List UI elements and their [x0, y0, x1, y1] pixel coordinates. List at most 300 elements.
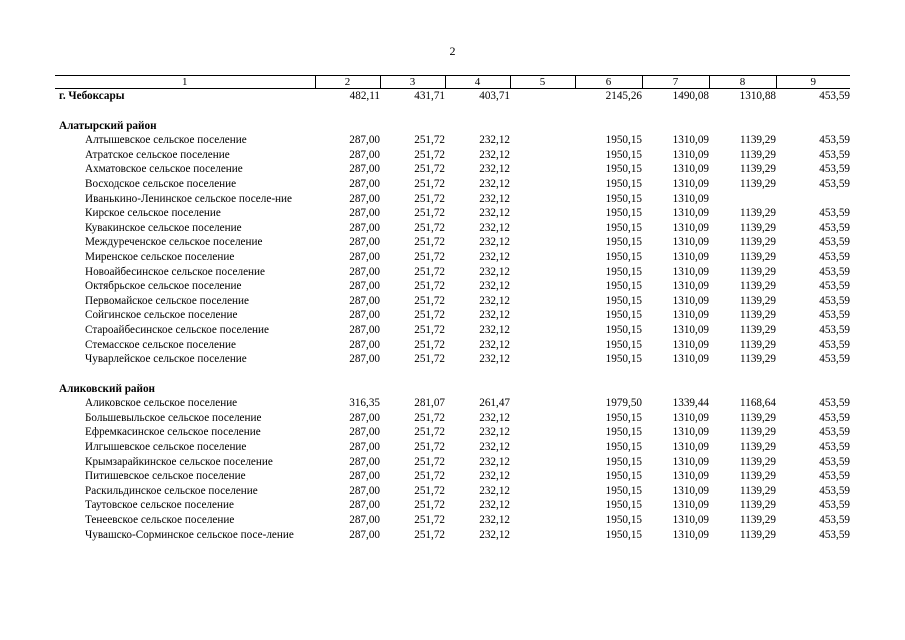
- value-cell: 1950,15: [605, 207, 642, 220]
- value-cell: 1168,64: [740, 397, 776, 410]
- value-cell: 287,00: [349, 221, 380, 234]
- value-cell: [380, 119, 445, 134]
- value-cell: 1310,09: [672, 134, 709, 147]
- value-cell: 1950,15: [605, 470, 642, 483]
- value-cell: [510, 162, 575, 177]
- value-cell: 1950,15: [605, 484, 642, 497]
- value-cell: 232,12: [479, 207, 510, 220]
- table-row: [55, 279, 850, 294]
- value-cell: [510, 148, 575, 163]
- column-header: 7: [642, 76, 709, 89]
- value-cell: 1950,15: [605, 236, 642, 249]
- value-cell: [776, 192, 850, 207]
- settlement-name: Междуреченское сельское поселение: [85, 236, 263, 249]
- table-row: [55, 455, 850, 470]
- value-cell: 1310,09: [672, 484, 709, 497]
- value-cell: 1339,44: [672, 397, 709, 410]
- value-cell: 453,59: [819, 134, 850, 147]
- value-cell: 251,72: [414, 309, 445, 322]
- value-cell: 1139,29: [740, 221, 776, 234]
- value-cell: 251,72: [414, 280, 445, 293]
- value-cell: 482,11: [349, 90, 380, 102]
- settlement-name: Первомайское сельское поселение: [85, 294, 249, 307]
- column-header: 2: [315, 76, 380, 89]
- value-cell: [510, 498, 575, 513]
- value-cell: 1950,15: [605, 499, 642, 512]
- value-cell: 1310,09: [672, 411, 709, 424]
- table-row: [55, 133, 850, 148]
- value-cell: 232,12: [479, 528, 510, 541]
- settlement-name: Илгышевское сельское поселение: [85, 441, 247, 454]
- value-cell: 1139,29: [740, 514, 776, 527]
- value-cell: 1139,29: [740, 177, 776, 190]
- value-cell: 1950,15: [605, 280, 642, 293]
- column-header: 6: [575, 76, 642, 89]
- table-row: [55, 148, 850, 163]
- value-cell: [776, 382, 850, 397]
- value-cell: 287,00: [349, 528, 380, 541]
- value-cell: 1950,15: [605, 250, 642, 263]
- value-cell: 1310,09: [672, 455, 709, 468]
- value-cell: 232,12: [479, 163, 510, 176]
- table-row: [55, 265, 850, 280]
- value-cell: [445, 119, 510, 134]
- value-cell: 1310,09: [672, 177, 709, 190]
- value-cell: 1950,15: [605, 309, 642, 322]
- value-cell: 232,12: [479, 192, 510, 205]
- value-cell: 453,59: [819, 309, 850, 322]
- value-cell: 251,72: [414, 236, 445, 249]
- value-cell: 287,00: [349, 441, 380, 454]
- table-row: [55, 484, 850, 499]
- settlement-name: Чуварлейское сельское поселение: [85, 353, 247, 366]
- table-row: [55, 221, 850, 236]
- value-cell: 287,00: [349, 265, 380, 278]
- value-cell: 1139,29: [740, 148, 776, 161]
- value-cell: 251,72: [414, 323, 445, 336]
- value-cell: 287,00: [349, 163, 380, 176]
- value-cell: 1310,09: [672, 528, 709, 541]
- value-cell: [510, 308, 575, 323]
- table-row: [55, 528, 850, 543]
- value-cell: [510, 294, 575, 309]
- value-cell: 261,47: [479, 397, 510, 410]
- table-row: [55, 352, 850, 367]
- value-cell: [445, 382, 510, 397]
- table-row: [55, 469, 850, 484]
- value-cell: [380, 382, 445, 397]
- value-cell: 403,71: [479, 90, 510, 102]
- value-cell: 287,00: [349, 309, 380, 322]
- value-cell: 1139,29: [740, 280, 776, 293]
- table-row: [55, 162, 850, 177]
- value-cell: 251,72: [414, 411, 445, 424]
- value-cell: 1950,15: [605, 265, 642, 278]
- value-cell: 453,59: [819, 250, 850, 263]
- value-cell: [510, 425, 575, 440]
- value-cell: 1310,09: [672, 163, 709, 176]
- value-cell: 232,12: [479, 441, 510, 454]
- value-cell: 453,59: [819, 163, 850, 176]
- table-body: [55, 89, 850, 543]
- value-cell: [510, 528, 575, 543]
- column-header: 3: [380, 76, 445, 89]
- value-cell: 1950,15: [605, 455, 642, 468]
- value-cell: [510, 455, 575, 470]
- value-cell: 1139,29: [740, 236, 776, 249]
- settlement-name: Аликовское сельское поселение: [85, 397, 238, 410]
- value-cell: 232,12: [479, 411, 510, 424]
- table-row: [55, 206, 850, 221]
- settlement-name: Староайбесинское сельское поселение: [85, 323, 269, 336]
- value-cell: 232,12: [479, 426, 510, 439]
- value-cell: 1950,15: [605, 338, 642, 351]
- value-cell: 1310,09: [672, 221, 709, 234]
- value-cell: 431,71: [414, 90, 445, 102]
- value-cell: 287,00: [349, 411, 380, 424]
- value-cell: 232,12: [479, 294, 510, 307]
- value-cell: 287,00: [349, 323, 380, 336]
- spacer-row: [55, 367, 850, 382]
- value-cell: [642, 382, 709, 397]
- spacer-cell: [55, 104, 850, 119]
- value-cell: 453,59: [819, 484, 850, 497]
- value-cell: 232,12: [479, 455, 510, 468]
- value-cell: 1310,09: [672, 265, 709, 278]
- value-cell: 232,12: [479, 148, 510, 161]
- value-cell: 453,59: [819, 323, 850, 336]
- value-cell: [315, 119, 380, 134]
- section-row: [55, 382, 850, 397]
- table-row: [55, 440, 850, 455]
- value-cell: 1310,88: [739, 90, 776, 102]
- value-cell: 287,00: [349, 338, 380, 351]
- value-cell: 1139,29: [740, 528, 776, 541]
- value-cell: 453,59: [819, 265, 850, 278]
- section-row: [55, 119, 850, 134]
- settlement-name: Кирское сельское поселение: [85, 207, 221, 220]
- value-cell: [510, 338, 575, 353]
- column-number-row: [55, 76, 850, 89]
- value-cell: 232,12: [479, 338, 510, 351]
- page-number: 2: [449, 44, 456, 58]
- value-cell: 1310,09: [672, 148, 709, 161]
- value-cell: 251,72: [414, 163, 445, 176]
- value-cell: [510, 382, 575, 397]
- table-row: [55, 250, 850, 265]
- value-cell: 1310,09: [672, 441, 709, 454]
- value-cell: [510, 396, 575, 411]
- table-row: [55, 235, 850, 250]
- column-header: 9: [776, 76, 850, 89]
- value-cell: 287,00: [349, 134, 380, 147]
- value-cell: 1950,15: [605, 411, 642, 424]
- value-cell: 1139,29: [740, 484, 776, 497]
- settlement-name: Ефремкасинское сельское поселение: [85, 426, 261, 439]
- value-cell: 1950,15: [605, 426, 642, 439]
- value-cell: 1950,15: [605, 514, 642, 527]
- value-cell: 251,72: [414, 514, 445, 527]
- tariff-table: [55, 75, 850, 542]
- settlement-name: Стемасское сельское поселение: [85, 338, 236, 351]
- value-cell: 232,12: [479, 221, 510, 234]
- value-cell: 287,00: [349, 353, 380, 366]
- value-cell: 1310,09: [672, 207, 709, 220]
- value-cell: 232,12: [479, 514, 510, 527]
- value-cell: 453,59: [819, 353, 850, 366]
- settlement-name: Алтышевское сельское поселение: [85, 134, 247, 147]
- value-cell: 1139,29: [740, 353, 776, 366]
- value-cell: 1950,15: [605, 177, 642, 190]
- value-cell: 232,12: [479, 470, 510, 483]
- value-cell: 1310,09: [672, 353, 709, 366]
- value-cell: 287,00: [349, 148, 380, 161]
- value-cell: 251,72: [414, 338, 445, 351]
- value-cell: [709, 382, 776, 397]
- value-cell: 1310,09: [672, 323, 709, 336]
- value-cell: 1139,29: [740, 323, 776, 336]
- column-header: 5: [510, 76, 575, 89]
- value-cell: [510, 192, 575, 207]
- table-row: [55, 192, 850, 207]
- value-cell: 1310,09: [672, 470, 709, 483]
- value-cell: [510, 177, 575, 192]
- column-header: 8: [709, 76, 776, 89]
- value-cell: 251,72: [414, 426, 445, 439]
- value-cell: 251,72: [414, 441, 445, 454]
- settlement-name: Новоайбесинское сельское поселение: [85, 265, 265, 278]
- value-cell: [709, 192, 776, 207]
- value-cell: 1139,29: [740, 250, 776, 263]
- value-cell: 453,59: [819, 441, 850, 454]
- value-cell: 287,00: [349, 294, 380, 307]
- table-row: [55, 294, 850, 309]
- settlement-name: Большевыльское сельское поселение: [85, 411, 262, 424]
- value-cell: 1310,09: [672, 236, 709, 249]
- value-cell: 1139,29: [740, 426, 776, 439]
- value-cell: 1139,29: [740, 163, 776, 176]
- value-cell: 453,59: [819, 148, 850, 161]
- value-cell: 453,59: [819, 236, 850, 249]
- value-cell: 453,59: [819, 528, 850, 541]
- value-cell: 1310,09: [672, 426, 709, 439]
- settlement-name: Миренское сельское поселение: [85, 250, 235, 263]
- settlement-name: Крымзарайкинское сельское поселение: [85, 455, 273, 468]
- value-cell: [510, 469, 575, 484]
- value-cell: [510, 513, 575, 528]
- value-cell: 453,59: [819, 499, 850, 512]
- section-title: Алатырский район: [59, 119, 157, 132]
- value-cell: 1310,09: [672, 338, 709, 351]
- value-cell: 1950,15: [605, 134, 642, 147]
- settlement-name: Восходское сельское поселение: [85, 177, 237, 190]
- value-cell: [776, 119, 850, 134]
- value-cell: 287,00: [349, 484, 380, 497]
- value-cell: [510, 89, 575, 104]
- value-cell: 1139,29: [740, 455, 776, 468]
- value-cell: 453,59: [819, 280, 850, 293]
- value-cell: 1950,15: [605, 441, 642, 454]
- value-cell: 1310,09: [672, 250, 709, 263]
- value-cell: 1139,29: [740, 207, 776, 220]
- table-row: [55, 411, 850, 426]
- value-cell: [315, 382, 380, 397]
- value-cell: 453,59: [819, 207, 850, 220]
- value-cell: [510, 484, 575, 499]
- value-cell: 453,59: [819, 338, 850, 351]
- value-cell: 251,72: [414, 221, 445, 234]
- value-cell: 232,12: [479, 177, 510, 190]
- value-cell: 1950,15: [605, 323, 642, 336]
- value-cell: 1139,29: [740, 338, 776, 351]
- table-row: [55, 396, 850, 411]
- value-cell: 1310,09: [672, 309, 709, 322]
- column-header: 4: [445, 76, 510, 89]
- value-cell: 1979,50: [605, 397, 642, 410]
- value-cell: [510, 133, 575, 148]
- value-cell: 1950,15: [605, 163, 642, 176]
- value-cell: 1950,15: [605, 353, 642, 366]
- value-cell: 1950,15: [605, 221, 642, 234]
- value-cell: 251,72: [414, 207, 445, 220]
- value-cell: 251,72: [414, 499, 445, 512]
- value-cell: 1139,29: [740, 499, 776, 512]
- value-cell: 316,35: [349, 397, 380, 410]
- value-cell: 1310,09: [672, 499, 709, 512]
- value-cell: 251,72: [414, 470, 445, 483]
- value-cell: 232,12: [479, 353, 510, 366]
- value-cell: 1310,09: [672, 294, 709, 307]
- value-cell: 251,72: [414, 250, 445, 263]
- table-row: [55, 323, 850, 338]
- value-cell: 251,72: [414, 265, 445, 278]
- value-cell: 287,00: [349, 192, 380, 205]
- section-title: г. Чебоксары: [59, 90, 125, 102]
- settlement-name: Ахматовское сельское поселение: [85, 163, 243, 176]
- value-cell: [709, 119, 776, 134]
- value-cell: 287,00: [349, 236, 380, 249]
- value-cell: [510, 235, 575, 250]
- settlement-name: Кувакинское сельское поселение: [85, 221, 242, 234]
- value-cell: [510, 206, 575, 221]
- value-cell: 453,59: [819, 455, 850, 468]
- spacer-row: [55, 104, 850, 119]
- settlement-name: Атратское сельское поселение: [85, 148, 230, 161]
- value-cell: 251,72: [414, 484, 445, 497]
- value-cell: 453,59: [819, 397, 850, 410]
- value-cell: 232,12: [479, 134, 510, 147]
- value-cell: [510, 119, 575, 134]
- value-cell: 287,00: [349, 177, 380, 190]
- value-cell: [575, 119, 642, 134]
- value-cell: 287,00: [349, 455, 380, 468]
- value-cell: 453,59: [819, 514, 850, 527]
- value-cell: 287,00: [349, 250, 380, 263]
- value-cell: 281,07: [414, 397, 445, 410]
- value-cell: 1139,29: [740, 441, 776, 454]
- value-cell: 251,72: [414, 353, 445, 366]
- value-cell: 251,72: [414, 528, 445, 541]
- value-cell: 251,72: [414, 192, 445, 205]
- value-cell: [642, 119, 709, 134]
- value-cell: [510, 279, 575, 294]
- value-cell: [510, 440, 575, 455]
- value-cell: [510, 221, 575, 236]
- value-cell: 1139,29: [740, 309, 776, 322]
- settlement-name: Тенеевское сельское поселение: [85, 514, 235, 527]
- value-cell: 287,00: [349, 514, 380, 527]
- value-cell: 1310,09: [672, 192, 709, 205]
- value-cell: 287,00: [349, 499, 380, 512]
- settlement-name: Питишевское сельское поселение: [85, 470, 246, 483]
- value-cell: 232,12: [479, 265, 510, 278]
- value-cell: 453,59: [819, 294, 850, 307]
- settlement-name: Октябрьское сельское поселение: [85, 280, 242, 293]
- value-cell: [575, 382, 642, 397]
- value-cell: 1490,08: [672, 90, 709, 102]
- value-cell: 1950,15: [605, 294, 642, 307]
- value-cell: 2145,26: [605, 90, 642, 102]
- value-cell: 1139,29: [740, 411, 776, 424]
- value-cell: 1950,15: [605, 192, 642, 205]
- table-row: [55, 177, 850, 192]
- value-cell: 232,12: [479, 499, 510, 512]
- value-cell: [510, 265, 575, 280]
- table-row: [55, 498, 850, 513]
- value-cell: [510, 411, 575, 426]
- value-cell: 1139,29: [740, 470, 776, 483]
- value-cell: 232,12: [479, 309, 510, 322]
- value-cell: 232,12: [479, 236, 510, 249]
- value-cell: 232,12: [479, 323, 510, 336]
- value-cell: 453,59: [819, 177, 850, 190]
- value-cell: 287,00: [349, 470, 380, 483]
- value-cell: 251,72: [414, 134, 445, 147]
- value-cell: 251,72: [414, 294, 445, 307]
- value-cell: 232,12: [479, 280, 510, 293]
- value-cell: 1139,29: [740, 294, 776, 307]
- settlement-name: Раскильдинское сельское поселение: [85, 484, 258, 497]
- value-cell: 287,00: [349, 426, 380, 439]
- value-cell: [510, 323, 575, 338]
- table-row: [55, 513, 850, 528]
- value-cell: 287,00: [349, 207, 380, 220]
- value-cell: 453,59: [819, 470, 850, 483]
- value-cell: 1310,09: [672, 280, 709, 293]
- table-row: [55, 338, 850, 353]
- value-cell: 453,59: [819, 411, 850, 424]
- settlement-name: Чувашско-Сорминское сельское посе-ление: [85, 528, 294, 541]
- value-cell: 232,12: [479, 484, 510, 497]
- value-cell: [510, 250, 575, 265]
- value-cell: 251,72: [414, 177, 445, 190]
- value-cell: 1950,15: [605, 528, 642, 541]
- table-row: [55, 308, 850, 323]
- settlement-name: Таутовское сельское поселение: [85, 499, 234, 512]
- value-cell: 1139,29: [740, 134, 776, 147]
- value-cell: 1950,15: [605, 148, 642, 161]
- value-cell: 1310,09: [672, 514, 709, 527]
- table-row: [55, 425, 850, 440]
- value-cell: 453,59: [819, 221, 850, 234]
- column-header: 1: [55, 76, 315, 89]
- spacer-cell: [55, 367, 850, 382]
- value-cell: 251,72: [414, 148, 445, 161]
- value-cell: 287,00: [349, 280, 380, 293]
- value-cell: 251,72: [414, 455, 445, 468]
- settlement-name: Сойгинское сельское поселение: [85, 309, 238, 322]
- value-cell: 453,59: [819, 426, 850, 439]
